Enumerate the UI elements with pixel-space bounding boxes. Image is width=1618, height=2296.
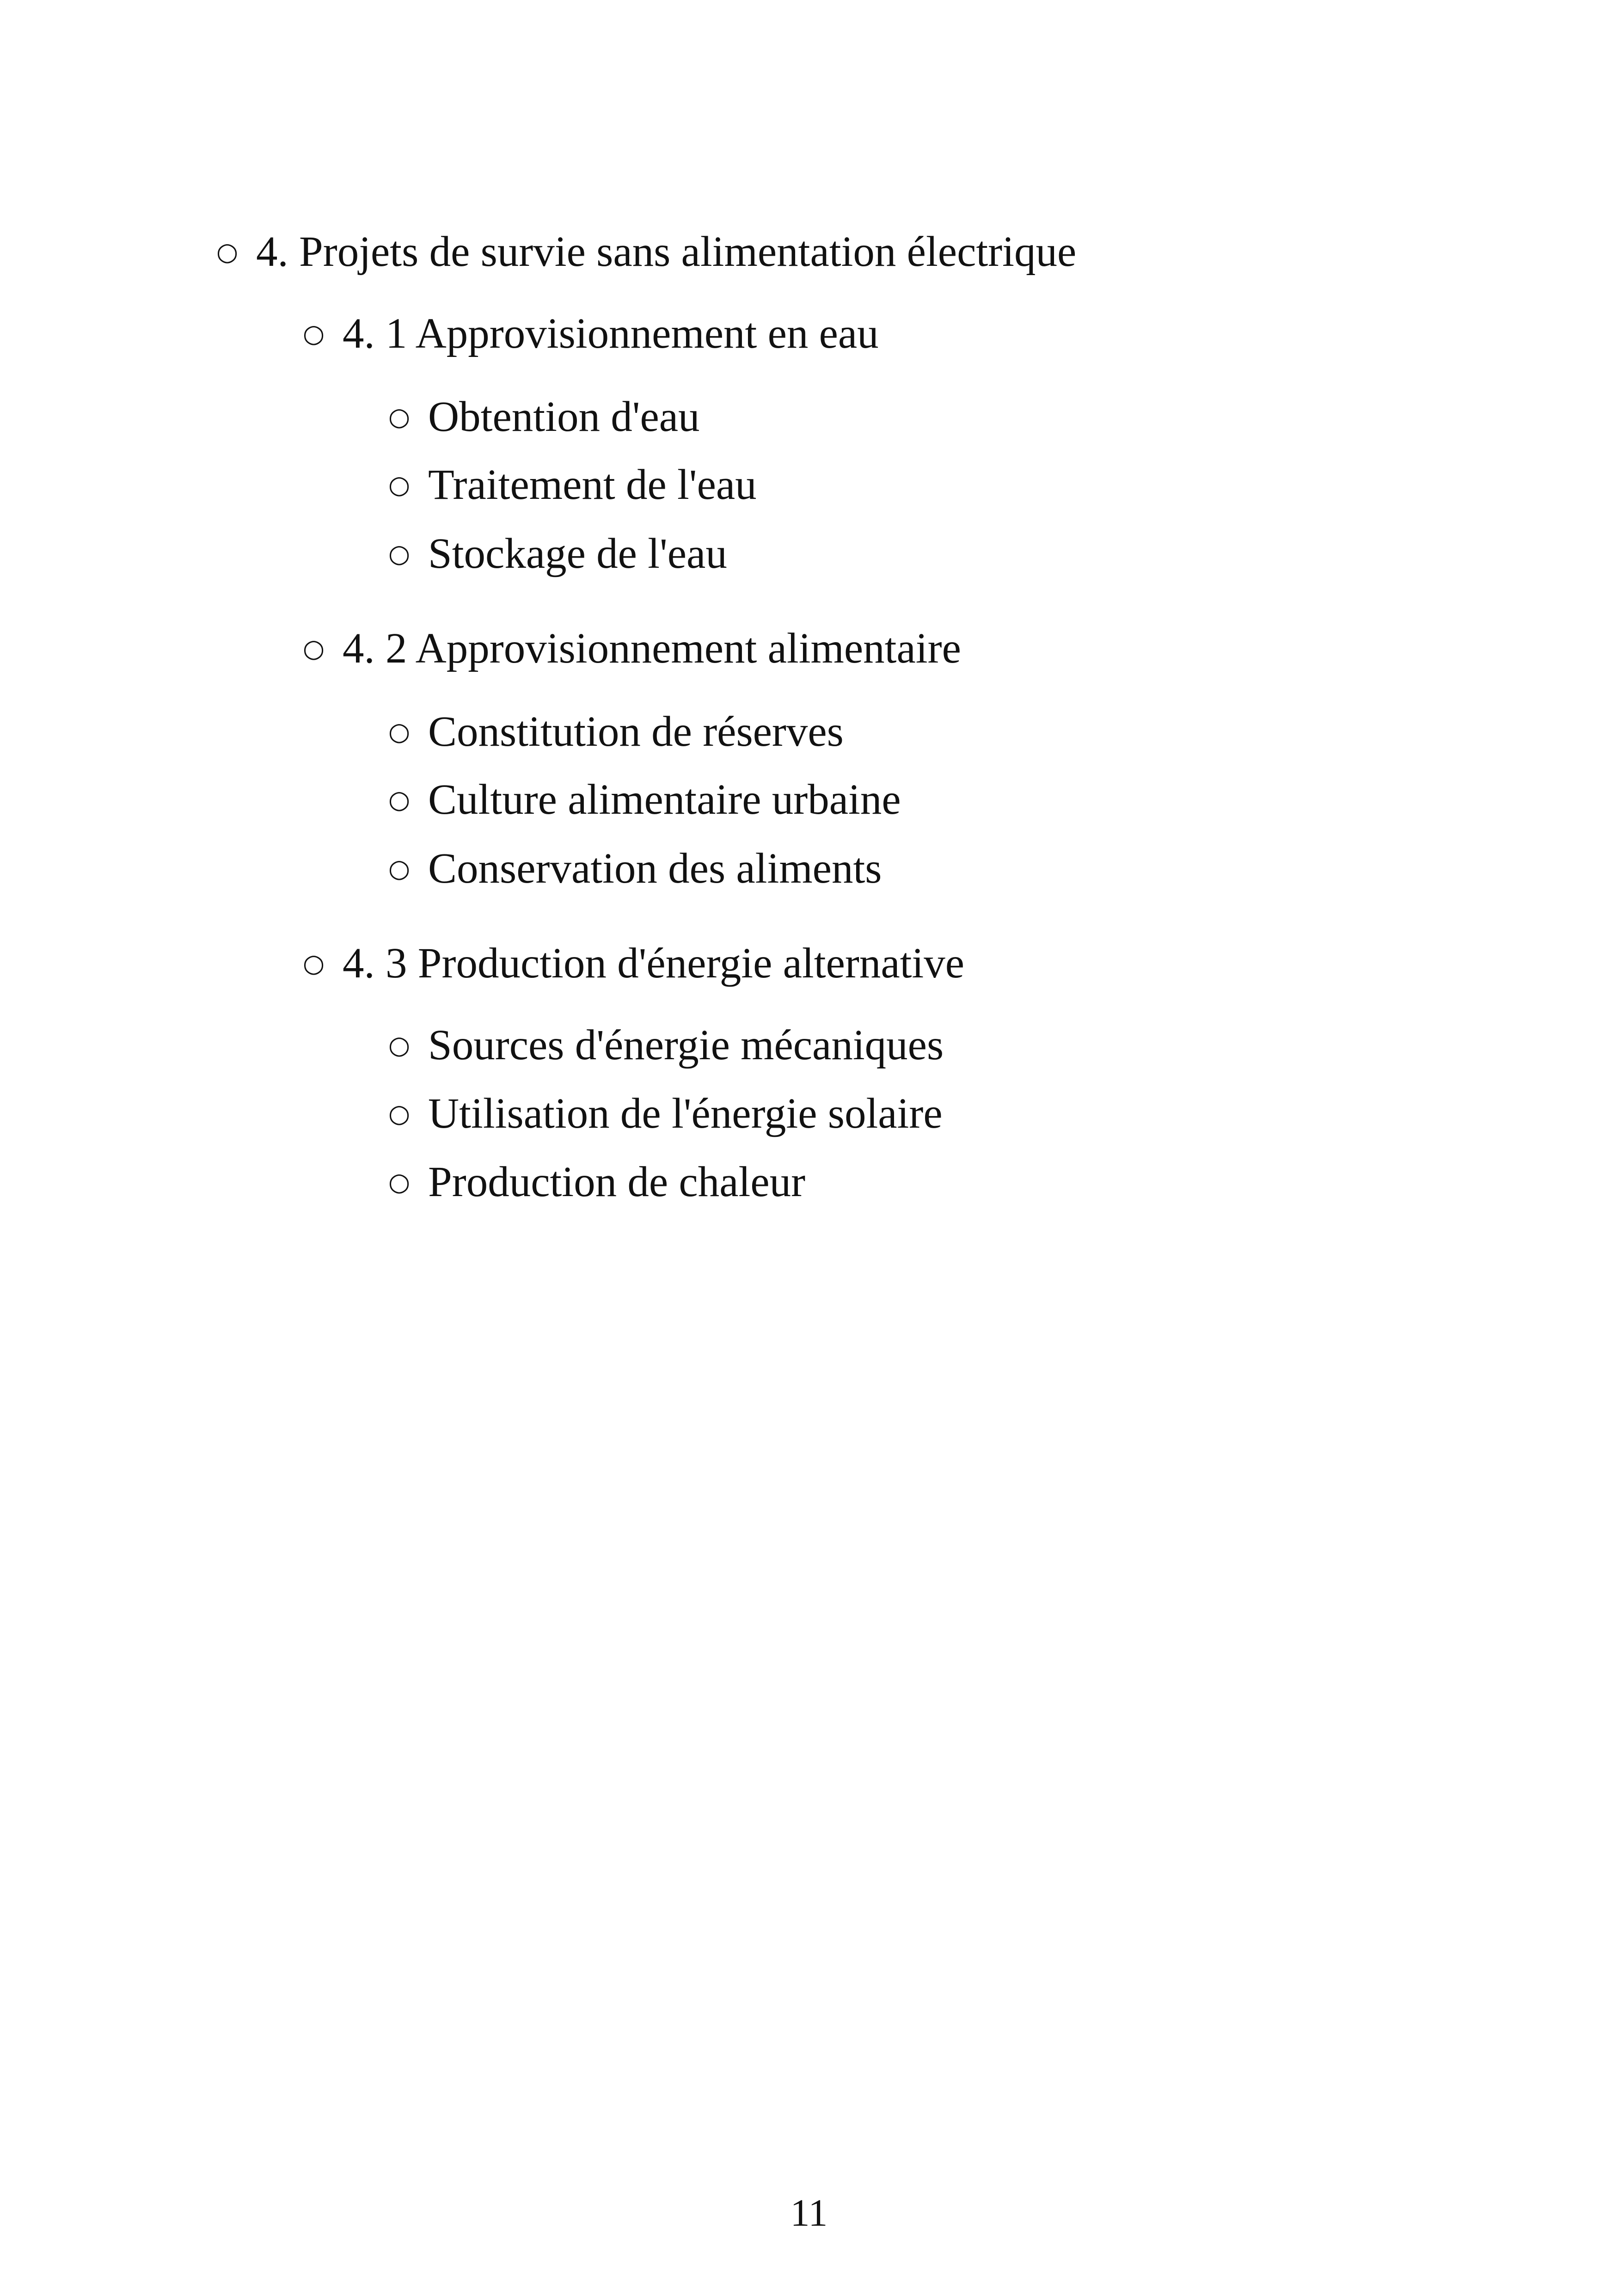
- outline-item: [388, 393, 700, 441]
- hollow-circle-bullet-icon: ○: [388, 1030, 411, 1060]
- subsection-title: 4. 2 Approvisionnement alimentaire: [343, 625, 961, 672]
- item-label: Traitement de l'eau: [428, 461, 757, 509]
- outline-item: [388, 847, 882, 890]
- hollow-circle-bullet-icon: ○: [303, 633, 325, 663]
- hollow-circle-bullet-icon: ○: [303, 319, 325, 348]
- item-label: Sources d'énergie mécaniques: [428, 1021, 944, 1069]
- hollow-circle-bullet-icon: ○: [388, 785, 411, 814]
- hollow-circle-bullet-icon: ○: [388, 539, 411, 568]
- outline-subsection: [303, 627, 961, 670]
- outline-item: [388, 1092, 943, 1135]
- item-label: Conservation des aliments: [428, 845, 882, 892]
- item-label: Utilisation de l'énergie solaire: [428, 1090, 943, 1137]
- subsection-title: 4. 3 Production d'énergie alternative: [343, 939, 965, 987]
- outline-item: [388, 1021, 944, 1069]
- outline-subsection: [303, 939, 965, 987]
- item-label: Culture alimentaire urbaine: [428, 776, 901, 823]
- hollow-circle-bullet-icon: ○: [388, 1167, 411, 1197]
- item-label: Obtention d'eau: [428, 393, 700, 441]
- hollow-circle-bullet-icon: ○: [388, 1099, 411, 1128]
- outline-item: [388, 778, 901, 821]
- outline-item: [388, 461, 757, 509]
- subsection-title: 4. 1 Approvisionnement en eau: [343, 310, 879, 357]
- section-title: 4. Projets de survie sans alimentation électrique: [256, 228, 1077, 276]
- item-label: Production de chaleur: [428, 1158, 806, 1206]
- hollow-circle-bullet-icon: ○: [303, 948, 325, 978]
- hollow-circle-bullet-icon: ○: [216, 237, 239, 266]
- hollow-circle-bullet-icon: ○: [388, 853, 411, 883]
- outline-subsection: [303, 312, 879, 355]
- outline-section: [216, 228, 1077, 276]
- hollow-circle-bullet-icon: ○: [388, 470, 411, 499]
- item-label: Stockage de l'eau: [428, 530, 727, 577]
- outline-item: [388, 532, 727, 575]
- outline-item: [388, 710, 844, 753]
- hollow-circle-bullet-icon: ○: [388, 402, 411, 431]
- outline-item: [388, 1158, 806, 1206]
- page-number: 11: [790, 2192, 828, 2235]
- hollow-circle-bullet-icon: ○: [388, 717, 411, 746]
- item-label: Constitution de réserves: [428, 708, 844, 755]
